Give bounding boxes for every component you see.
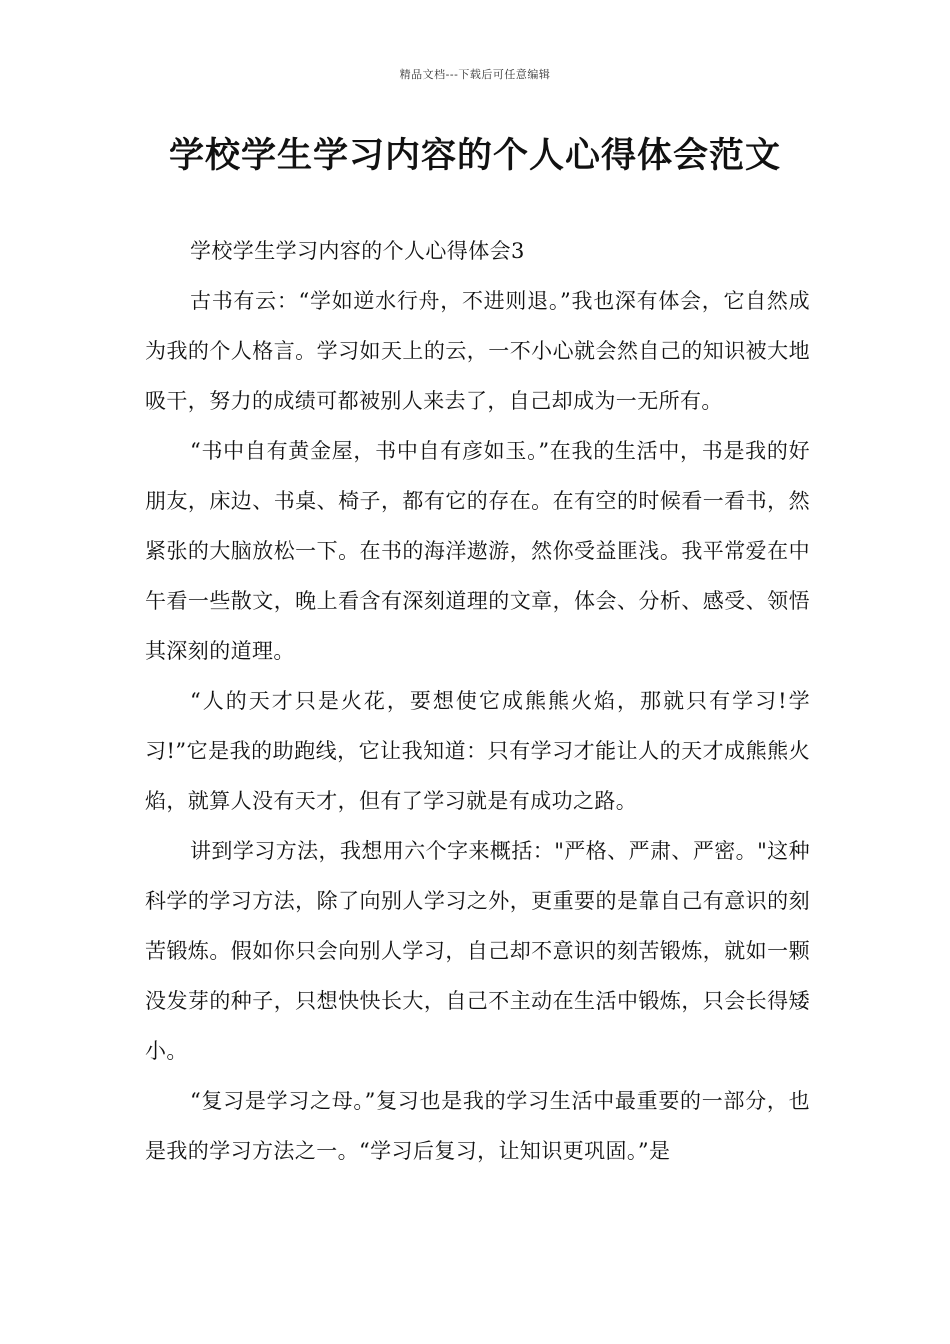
paragraph: “复习是学习之母。”复习也是我的学习生活中最重要的一部分，也是我的学习方法之一。“学习后复习，让知识更巩固。”是 (145, 1089, 810, 1163)
subtitle-paragraph: 学校学生学习内容的个人心得体会3 (190, 239, 525, 263)
document-title: 学校学生学习内容的个人心得体会范文 (168, 136, 781, 176)
paragraph: 讲到学习方法，我想用六个字来概括："严格、严肃、严密。"这种科学的学习方法，除了向别人学习之外，更重要的是靠自己有意识的刻苦锻炼。假如你只会向别人学习，自己却不意识的刻苦锻炼，就如一颗没发芽的种子，只想快快长大，自己不主动在生活中锻炼，只会长得矮小。 (145, 839, 810, 1063)
paragraph: 古书有云：“学如逆水行舟，不进则退。”我也深有体会，它自然成为我的个人格言。学习如天上的云，一不小心就会然自己的知识被大地吸干，努力的成绩可都被别人来去了，自己却成为一无所有。 (145, 289, 810, 413)
paragraph: “书中自有黄金屋，书中自有彦如玉。”在我的生活中，书是我的好朋友，床边、书桌、椅子，都有它的存在。在有空的时候看一看书，然紧张的大脑放松一下。在书的海洋遨游，然你受益匪浅。我平常爱在中午看一些散文，晚上看含有深刻道理的文章，体会、分析、感受、领悟其深刻的道理。 (145, 439, 810, 663)
document-body (145, 226, 810, 1176)
header-note: 精品文档---下载后可任意编辑 (399, 68, 551, 81)
paragraph: “人的天才只是火花，要想使它成熊熊火焰，那就只有学习!学习!”它是我的助跑线，它让我知道：只有学习才能让人的天才成熊熊火焰，就算人没有天才，但有了学习就是有成功之路。 (145, 689, 810, 813)
